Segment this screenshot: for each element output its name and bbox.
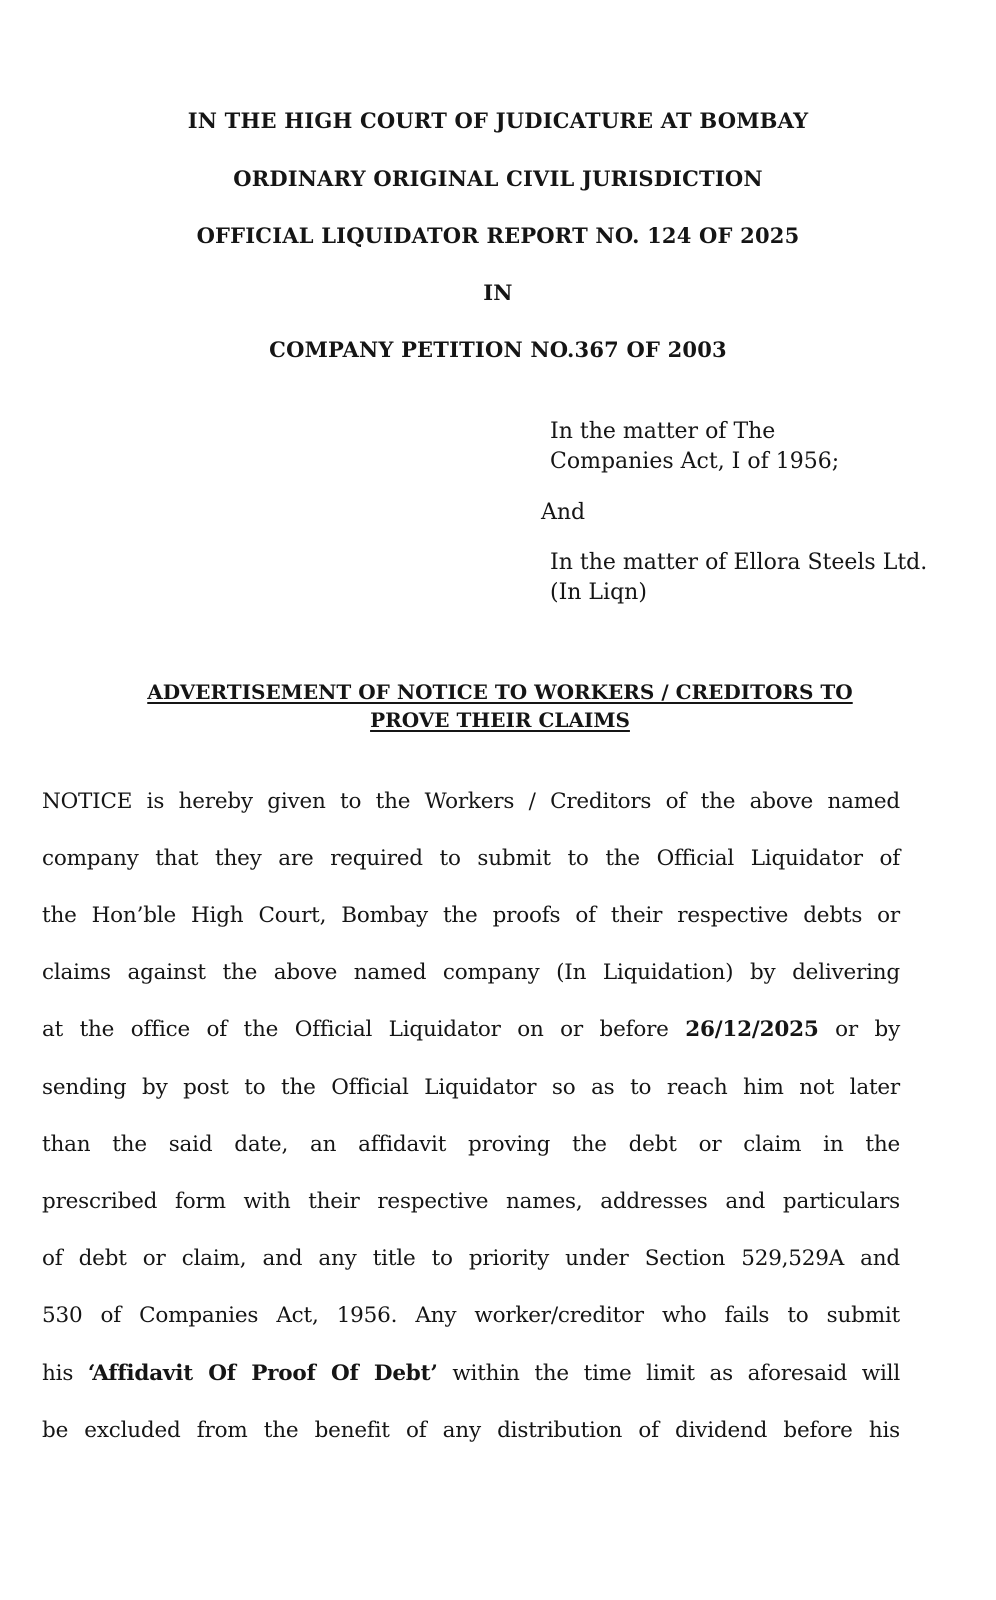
notice-line: be excluded from the benefit of any distribution of dividend before his xyxy=(42,1418,900,1443)
petition-number-heading: COMPANY PETITION NO.367 OF 2003 xyxy=(269,337,727,362)
in-heading: IN xyxy=(483,280,513,305)
matter-and: And xyxy=(541,500,586,525)
notice-line: prescribed form with their respective names, addresses and particulars xyxy=(42,1189,900,1214)
matter-act-line1: In the matter of The xyxy=(550,419,776,444)
matter-company xyxy=(550,548,927,608)
notice-title-line1: ADVERTISEMENT OF NOTICE TO WORKERS / CREDITORS TO xyxy=(147,680,853,704)
affidavit-title: ‘Affidavit Of Proof Of Debt’ xyxy=(87,1361,438,1386)
matter-act-line2: Companies Act, I of 1956; xyxy=(550,449,840,474)
notice-line xyxy=(42,1361,900,1386)
matter-company-line2: (In Liqn) xyxy=(550,580,647,605)
notice-line: 530 of Companies Act, 1956. Any worker/creditor who fails to submit xyxy=(42,1303,900,1328)
notice-line: of debt or claim, and any title to priority under Section 529,529A and xyxy=(42,1246,900,1271)
notice-line: claims against the above named company (In Liquidation) by delivering xyxy=(42,960,900,985)
notice-line-text: at the office of the Official Liquidator on or before xyxy=(42,1017,669,1042)
notice-line xyxy=(42,1017,900,1042)
notice-line: the Hon’ble High Court, Bombay the proofs of their respective debts or xyxy=(42,903,900,928)
report-number-heading: OFFICIAL LIQUIDATOR REPORT NO. 124 OF 2025 xyxy=(196,223,800,248)
notice-line-text: his xyxy=(42,1361,74,1386)
notice-line-text: or by xyxy=(835,1017,901,1042)
notice-line: NOTICE is hereby given to the Workers / Creditors of the above named xyxy=(42,789,900,814)
court-heading: IN THE HIGH COURT OF JUDICATURE AT BOMBAY xyxy=(187,108,809,133)
submission-deadline: 26/12/2025 xyxy=(685,1017,819,1042)
notice-line: company that they are required to submit to the Official Liquidator of xyxy=(42,846,900,871)
notice-title-line2: PROVE THEIR CLAIMS xyxy=(370,708,630,732)
notice-line: sending by post to the Official Liquidator so as to reach him not later xyxy=(42,1075,900,1100)
notice-line: than the said date, an affidavit proving the debt or claim in the xyxy=(42,1132,900,1157)
matter-company-line1: In the matter of Ellora Steels Ltd. xyxy=(550,550,928,575)
notice-line-text: within the time limit as aforesaid will xyxy=(452,1361,900,1386)
notice-title xyxy=(60,678,940,734)
matter-act xyxy=(550,417,839,477)
jurisdiction-heading: ORDINARY ORIGINAL CIVIL JURISDICTION xyxy=(233,166,763,191)
